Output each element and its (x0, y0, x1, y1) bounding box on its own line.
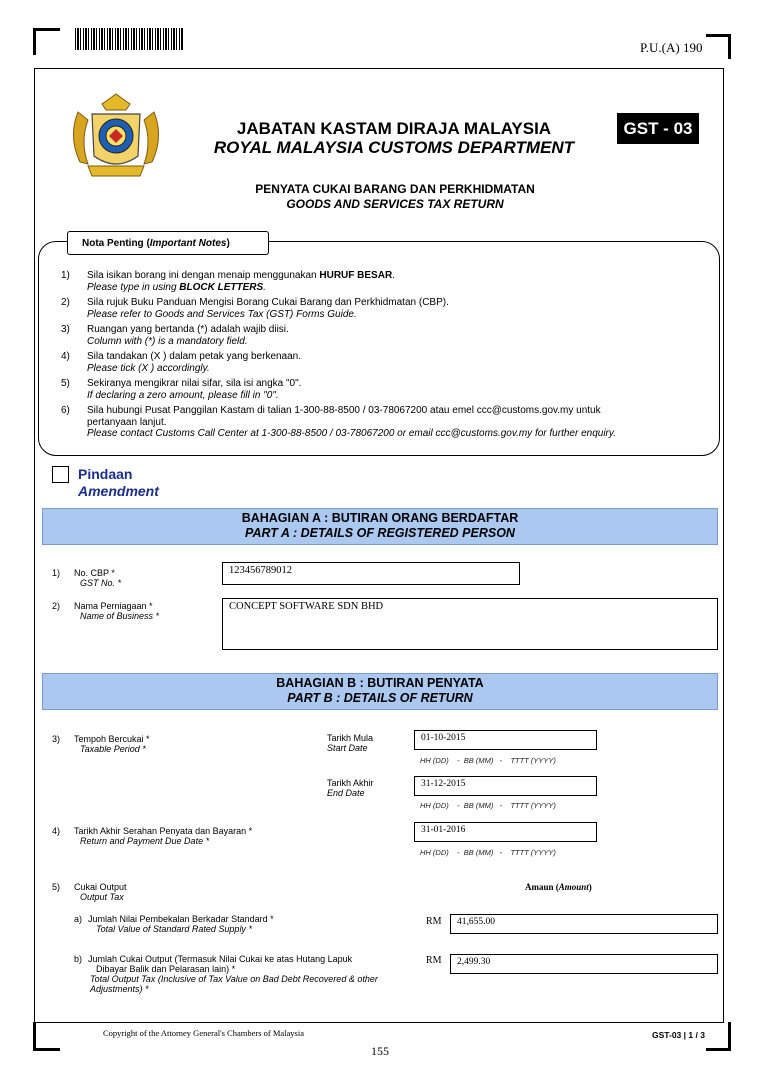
page-reference: P.U.(A) 190 (640, 40, 703, 55)
end-date-field[interactable]: 31-12-2015 (414, 776, 597, 796)
end-date-label: Tarikh Akhir End Date (327, 778, 374, 798)
gst-no-label: 1) No. CBP * GST No. * (52, 568, 122, 588)
malaysia-crest-logo (58, 92, 174, 184)
form-frame (34, 68, 724, 1023)
part-b-header: BAHAGIAN B : BUTIRAN PENYATA PART B : DETAILS OF RETURN (42, 673, 718, 710)
start-date-label: Tarikh Mula Start Date (327, 733, 374, 753)
note-6: 6) Sila hubungi Pusat Panggilan Kastam di talian 1-300-88-8500 / 03-78067200 atau emel ccc@customs.gov.my untuk pertanyaan lanjut. Please contact Customs Call Center at 1-300-88-8500 / 03-78067200 or email ccc@customs.gov.my for further enquiry. (61, 405, 616, 439)
standard-rated-currency: RM (426, 916, 442, 927)
form-code-badge: GST - 03 (617, 113, 699, 144)
agency-name-ms: JABATAN KASTAM DIRAJA MALAYSIA (236, 119, 552, 138)
total-output-tax-currency: RM (426, 955, 442, 966)
note-1: 1) Sila isikan borang ini dengan menaip menggunakan HURUF BESAR. Please type in using BLOCK LETTERS. (61, 270, 395, 293)
due-date-format: HH (DD) - BB (MM) - TTTT (YYYY) (420, 848, 556, 857)
amendment-label-ms: Pindaan (78, 466, 133, 482)
important-notes-title: Nota Penting ( Important Notes ) (67, 231, 269, 255)
note-3: 3) Ruangan yang bertanda (*) adalah wajib diisi. Column with (*) is a mandatory field. (61, 324, 289, 347)
end-date-format: HH (DD) - BB (MM) - TTTT (YYYY) (420, 801, 556, 810)
business-name-field[interactable]: CONCEPT SOFTWARE SDN BHD (222, 598, 718, 650)
gst-no-field[interactable]: 123456789012 (222, 562, 520, 585)
part-a-header: BAHAGIAN A : BUTIRAN ORANG BERDAFTAR PART A : DETAILS OF REGISTERED PERSON (42, 508, 718, 545)
copyright-text: Copyright of the Attorney General's Chambers of Malaysia (103, 1028, 304, 1038)
start-date-field[interactable]: 01-10-2015 (414, 730, 597, 750)
note-4: 4) Sila tandakan (X ) dalam petak yang berkenaan. Please tick (X ) accordingly. (61, 351, 302, 374)
standard-rated-supply-field[interactable]: 41,655.00 (450, 914, 718, 934)
form-title-en: GOODS AND SERVICES TAX RETURN (286, 197, 504, 211)
total-output-tax-field[interactable]: 2,499.30 (450, 954, 718, 974)
total-output-tax-label: b) Jumlah Cukai Output (Termasuk Nilai Cukai ke atas Hutang Lapuk Dibayar Balik dan Pelarasan lain) * Total Output Tax (Inclusive of Tax Value on Bad Debt Recovered & other Adjustments) * (74, 954, 378, 994)
amendment-checkbox[interactable] (52, 466, 69, 483)
taxable-period-label: 3) Tempoh Bercukai * Taxable Period * (52, 734, 150, 754)
output-tax-label: 5) Cukai Output Output Tax (52, 882, 127, 902)
amount-header: Amaun (Amount) (525, 882, 592, 892)
standard-rated-supply-label: a) Jumlah Nilai Pembekalan Berkadar Standard * Total Value of Standard Rated Supply * (74, 914, 274, 934)
corner-mark-bottom-left (33, 1022, 60, 1051)
form-title-ms: PENYATA CUKAI BARANG DAN PERKHIDMATAN (255, 182, 535, 196)
start-date-format: HH (DD) - BB (MM) - TTTT (YYYY) (420, 756, 556, 765)
note-5: 5) Sekiranya mengikrar nilai sifar, sila isi angka "0". If declaring a zero amount, please fill in "0". (61, 378, 302, 401)
page-indicator: GST-03 | 1 / 3 (652, 1030, 705, 1040)
barcode (75, 28, 183, 50)
due-date-field[interactable]: 31-01-2016 (414, 822, 597, 842)
agency-name-en: ROYAL MALAYSIA CUSTOMS DEPARTMENT (213, 138, 575, 157)
page-number: 155 (371, 1044, 389, 1058)
note-2: 2) Sila rujuk Buku Panduan Mengisi Borang Cukai Barang dan Perkhidmatan (CBP). Please refer to Goods and Services Tax (GST) Forms Guide. (61, 297, 449, 320)
corner-mark-bottom-right (706, 1022, 731, 1051)
business-name-label: 2) Nama Perniagaan * Name of Business * (52, 601, 160, 621)
corner-mark-top-right (706, 34, 731, 59)
corner-mark-top-left (33, 28, 60, 55)
due-date-label: 4) Tarikh Akhir Serahan Penyata dan Bayaran * Return and Payment Due Date * (52, 826, 253, 846)
amendment-label-en: Amendment (78, 483, 159, 499)
